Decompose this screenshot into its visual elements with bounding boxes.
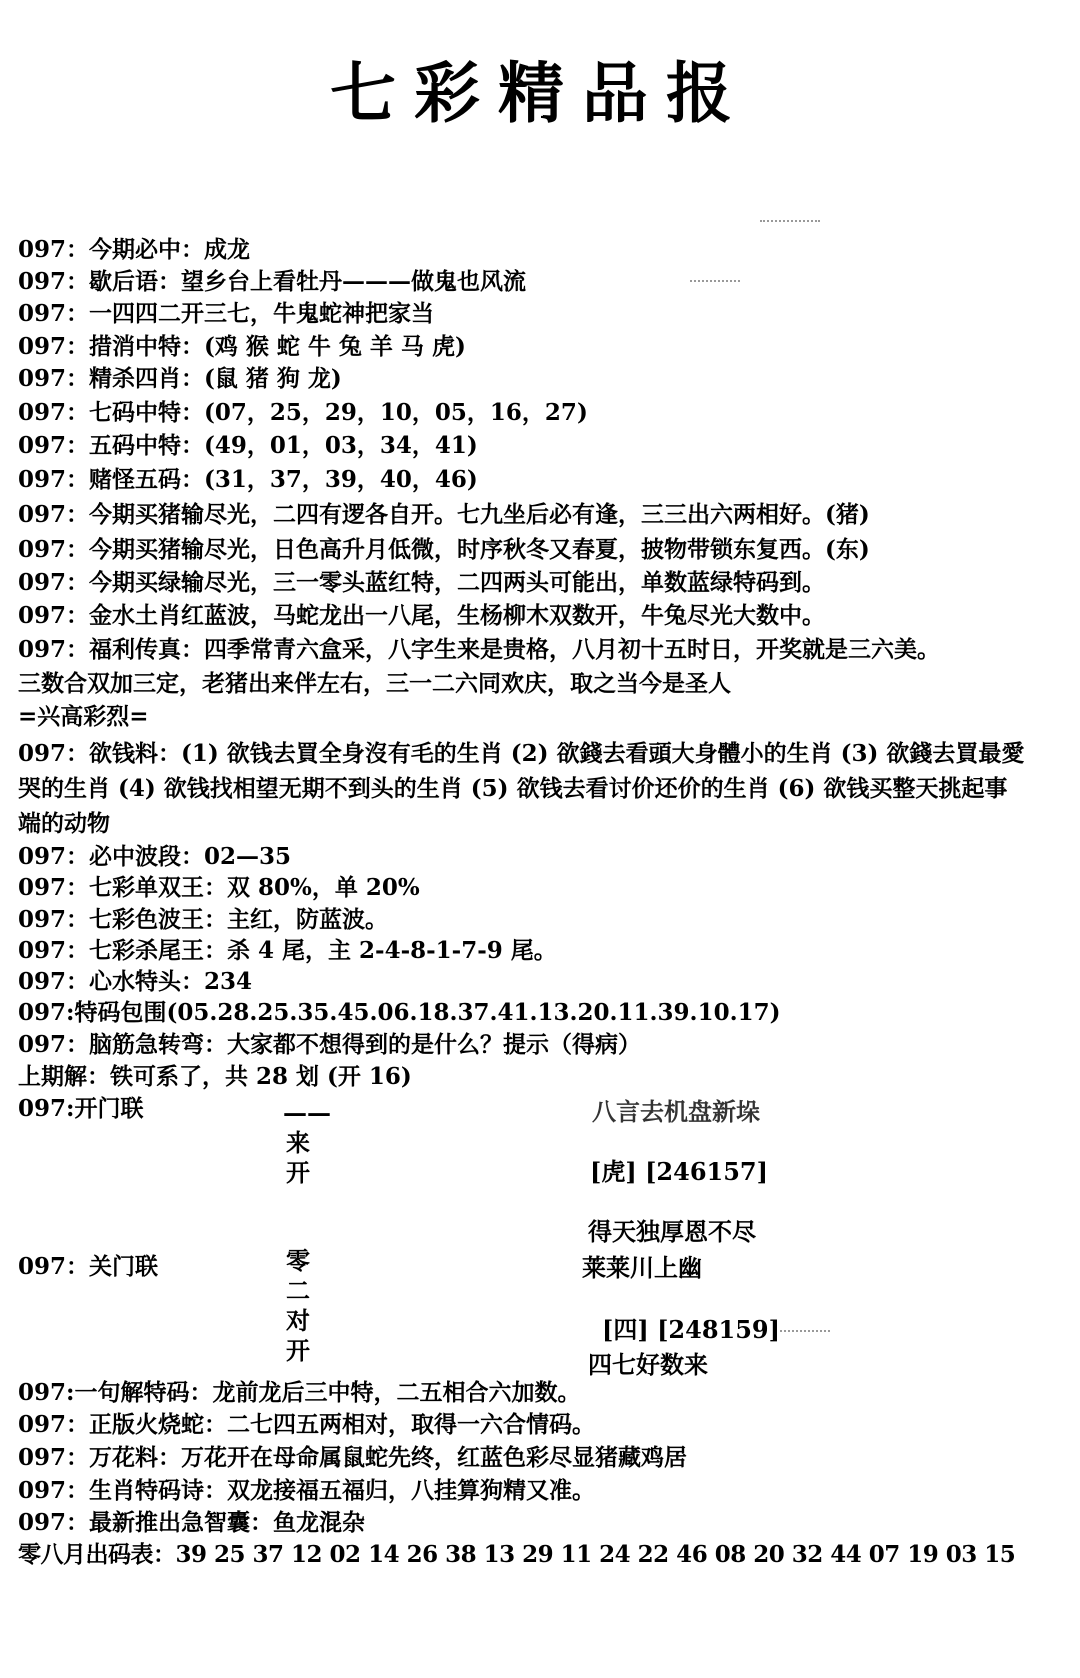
text-line: 097：赌怪五码：(31，37，39，40，46) bbox=[18, 466, 478, 493]
text-line: 097：七彩色波王：主红，防蓝波。 bbox=[18, 906, 389, 933]
text-line: 097：歇后语：望乡台上看牡丹———做鬼也风流 bbox=[18, 268, 527, 295]
couplet-open-label: 097:开门联 bbox=[18, 1095, 144, 1122]
text-line: 097：脑筋急转弯：大家都不想得到的是什么？提示（得病） bbox=[18, 1031, 642, 1058]
couplet-open-vertical: ——来开 bbox=[283, 1098, 331, 1187]
text-line: 097：今期买猪输尽光，二四有逻各自开。七九坐后必有逢，三三出六两相好。(猪) bbox=[18, 501, 870, 528]
couplet-four: [四] [248159] bbox=[602, 1315, 780, 1344]
text-line: 097：七码中特：(07，25，29，10，05，16，27) bbox=[18, 399, 588, 426]
text-line: 097：今期买绿输尽光，三一零头蓝红特，二四两头可能出，单数蓝绿特码到。 bbox=[18, 569, 826, 596]
money-riddle: 097：欲钱料：(1) 欲钱去買全身沒有毛的生肖 (2) 欲錢去看頭大身體小的生肖 (3) 欲錢去買最愛哭的生肖 (4) 欲钱找相望无期不到头的生肖 (5) 欲钱去看讨价还价的生肖 (6) 欲钱买整天挑起事端的动物 bbox=[18, 740, 1025, 837]
text-line: 097：福利传真：四季常青六盒采，八字生来是贵格，八月初十五时日，开奖就是三六美。 bbox=[18, 636, 941, 663]
text-line: 097：生肖特码诗：双龙接福五福归，八挂算狗精又准。 bbox=[18, 1477, 596, 1504]
text-line: 097:一句解特码：龙前龙后三中特，二五相合六加数。 bbox=[18, 1379, 581, 1406]
text-line: 097：今期买猪输尽光，日色高升月低微，时序秋冬又春夏，披物带锁东复西。(东) bbox=[18, 536, 870, 563]
text-line: 三数合双加三定，老猪出来伴左右，三一二六同欢庆，取之当今是圣人 bbox=[18, 670, 731, 697]
couplet-close-vertical: 零二对开 bbox=[286, 1246, 310, 1365]
text-line: 097：万花料：万花开在母命属鼠蛇先终，红蓝色彩尽显猪藏鸡居 bbox=[18, 1444, 688, 1471]
text-line: 097：措消中特：(鸡 猴 蛇 牛 兔 羊 马 虎) bbox=[18, 333, 466, 360]
text-line: 097：精杀四肖：(鼠 猪 狗 龙) bbox=[18, 365, 342, 392]
section-heading: =兴高彩烈= bbox=[18, 703, 149, 730]
scan-smudge bbox=[760, 220, 820, 242]
scan-smudge bbox=[690, 280, 740, 298]
text-line: 097：必中波段：02—35 bbox=[18, 843, 292, 870]
scan-smudge bbox=[780, 1330, 830, 1362]
text-line: 097：最新推出急智囊：鱼龙混杂 bbox=[18, 1509, 366, 1536]
couplet-right-top: 八言去机盘新垛 bbox=[592, 1097, 760, 1126]
number-table-line: 零八月出码表：39 25 37 12 02 14 26 38 13 29 11 24 22 46 08 20 32 44 07 19 03 15 bbox=[18, 1541, 1016, 1568]
couplet-line-1: 得天独厚恩不尽 bbox=[588, 1217, 756, 1246]
text-line: 097：心水特头：234 bbox=[18, 968, 253, 995]
couplet-close-label: 097：关门联 bbox=[18, 1253, 159, 1280]
text-line: 097：七彩单双王：双 80%，单 20% bbox=[18, 874, 420, 901]
text-line: 上期解：铁可系了，共 28 划 (开 16) bbox=[18, 1063, 412, 1090]
couplet-bottom: 四七好数来 bbox=[588, 1350, 708, 1379]
text-line: 097：正版火烧蛇：二七四五两相对，取得一六合情码。 bbox=[18, 1411, 596, 1438]
text-line: 097：今期必中：成龙 bbox=[18, 236, 251, 263]
text-line: 097：一四四二开三七，牛鬼蛇神把家当 bbox=[18, 300, 435, 327]
text-line: 097：七彩杀尾王：杀 4 尾，主 2-4-8-1-7-9 尾。 bbox=[18, 937, 557, 964]
text-line: 097:特码包围(05.28.25.35.45.06.18.37.41.13.20.11.39.10.17) bbox=[18, 999, 781, 1026]
page-title: 七彩精品报 bbox=[330, 54, 750, 132]
text-line: 097：金水土肖红蓝波，马蛇龙出一八尾，生杨柳木双数开，牛兔尽光大数中。 bbox=[18, 602, 826, 629]
text-line: 097：五码中特：(49，01，03，34，41) bbox=[18, 432, 478, 459]
couplet-tiger: [虎] [246157] bbox=[590, 1157, 768, 1186]
couplet-line-2: 莱莱川上幽 bbox=[582, 1253, 702, 1282]
